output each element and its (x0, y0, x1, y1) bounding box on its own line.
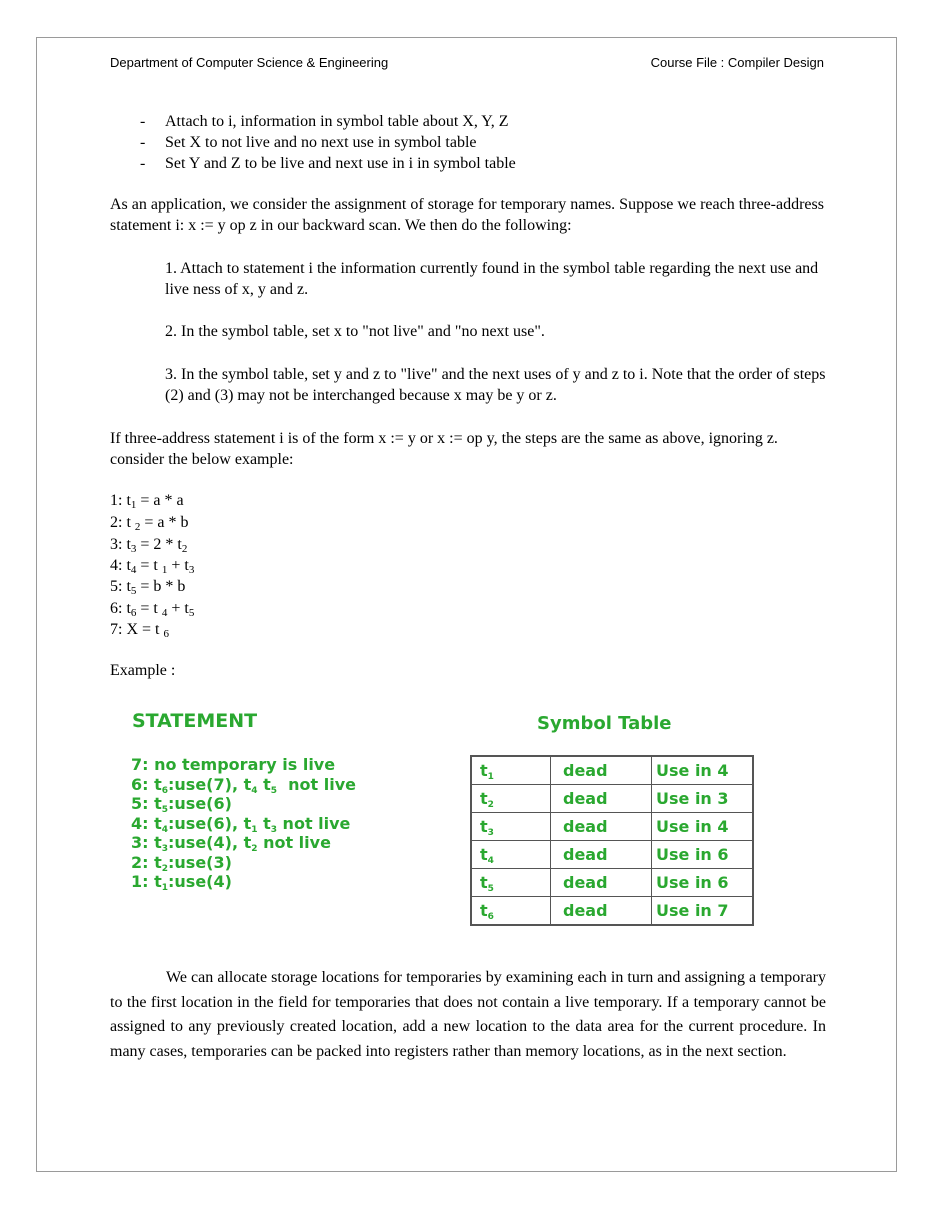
step-1: 1. Attach to statement i the information currently found in the symbol table regarding the next use and live ness of x, y and z. (165, 260, 819, 298)
symbol-table (470, 755, 754, 926)
variable-cell: $t_1$ (471, 756, 551, 785)
bullet-dash: - (140, 155, 146, 172)
statement-1: 1: $t_1:use(4)$ (131, 872, 232, 893)
variable-cell: $t_2$ (471, 785, 551, 813)
code-line: 3: $t_3 = 2 * t_2$ (110, 536, 188, 555)
code-line: 1: $t_1 = a * a$ (110, 492, 184, 511)
list-item: - Attach to i, information in symbol table about X, Y, Z (140, 113, 509, 130)
code-line: 4: $t_4 = t$ $_1 + t_3$ (110, 557, 195, 576)
step-2: 2. In the symbol table, set x to "not live" and "no next use". (165, 323, 545, 340)
example-label: Example : (110, 662, 176, 679)
header-course: Course File : Compiler Design (650, 55, 824, 70)
statement-2: 2: $t_2:use(3)$ (131, 852, 232, 874)
variable-cell: $t_5$ (471, 869, 551, 897)
symbol-table-title: Symbol Table (537, 713, 672, 734)
statement-title: STATEMENT (132, 710, 258, 732)
variable-cell: $t_3$ (471, 813, 551, 841)
use-cell: Use in 4 (652, 756, 754, 785)
statement-7: 7: no temporary is live (131, 755, 336, 774)
variable-cell: $t_4$ (471, 841, 551, 869)
list-item: - Set Y and Z to be live and next use in i in symbol table (140, 155, 516, 172)
statement-list (131, 755, 356, 892)
code-line: 6: $t_6 = t$ $_4 + t_5$ (110, 600, 195, 619)
bullet-dash: - (140, 134, 146, 151)
state-cell: dead (551, 897, 652, 926)
code-line: 5: $t_5 = b * b$ (110, 578, 186, 597)
use-cell: Use in 4 (652, 813, 754, 841)
state-cell: dead (551, 785, 652, 813)
paragraph-application: As an application, we consider the assignment of storage for temporary names. Suppose we reach three-address statement i: x := y op z in our backward scan. We then do the following: (110, 196, 824, 234)
statement-3: 3: $t_3:use(4)$, $t_2$ not live (131, 833, 331, 854)
use-cell: Use in 6 (652, 869, 754, 897)
use-cell: Use in 7 (652, 897, 754, 926)
statement-4: 4: $t_4:use(6)$, $t_1$ $t_3$ not live (131, 813, 351, 835)
paragraph-allocation: We can allocate storage locations for temporaries by examining each in turn and assigning a temporary to the first location in the field for temporaries that does not contain a live temporary. If a temporary cannot be assigned to any previously created location, add a new location to the data area for the current procedure. In many cases, temporaries can be packed into registers rather than memory locations, as in the next section. (110, 969, 826, 1060)
table-row (471, 869, 753, 897)
header-department: Department of Computer Science & Engineering (110, 55, 389, 70)
statement-6: 6: $t_6:use(7)$, $t_4$ $t_5$ not live (131, 774, 356, 796)
state-cell: dead (551, 756, 652, 785)
statement-5: 5: $t_5:use(6)$ (131, 794, 232, 815)
use-cell: Use in 6 (652, 841, 754, 869)
state-cell: dead (551, 841, 652, 869)
table-row (471, 813, 753, 841)
table-row (471, 756, 753, 785)
code-line: 7: X = t $_6$ (110, 621, 169, 640)
variable-cell: $t_6$ (471, 897, 551, 926)
code-line: 2: t $_2$ = a * b (110, 514, 189, 533)
step-3: 3. In the symbol table, set y and z to "live" and the next uses of y and z to i. Note that the order of steps (2) and (3) may not be interchanged because x may be y or z. (165, 366, 826, 404)
table-row (471, 841, 753, 869)
state-cell: dead (551, 813, 652, 841)
list-item: - Set X to not live and no next use in symbol table (140, 134, 477, 151)
bullet-dash: - (140, 113, 146, 130)
bullet-list (140, 111, 516, 174)
use-cell: Use in 3 (652, 785, 754, 813)
table-row (471, 897, 753, 926)
table-row (471, 785, 753, 813)
state-cell: dead (551, 869, 652, 897)
paragraph-three-address: If three-address statement i is of the form x := y or x := op y, the steps are the same as above, ignoring z. consider the below example: (110, 430, 778, 468)
